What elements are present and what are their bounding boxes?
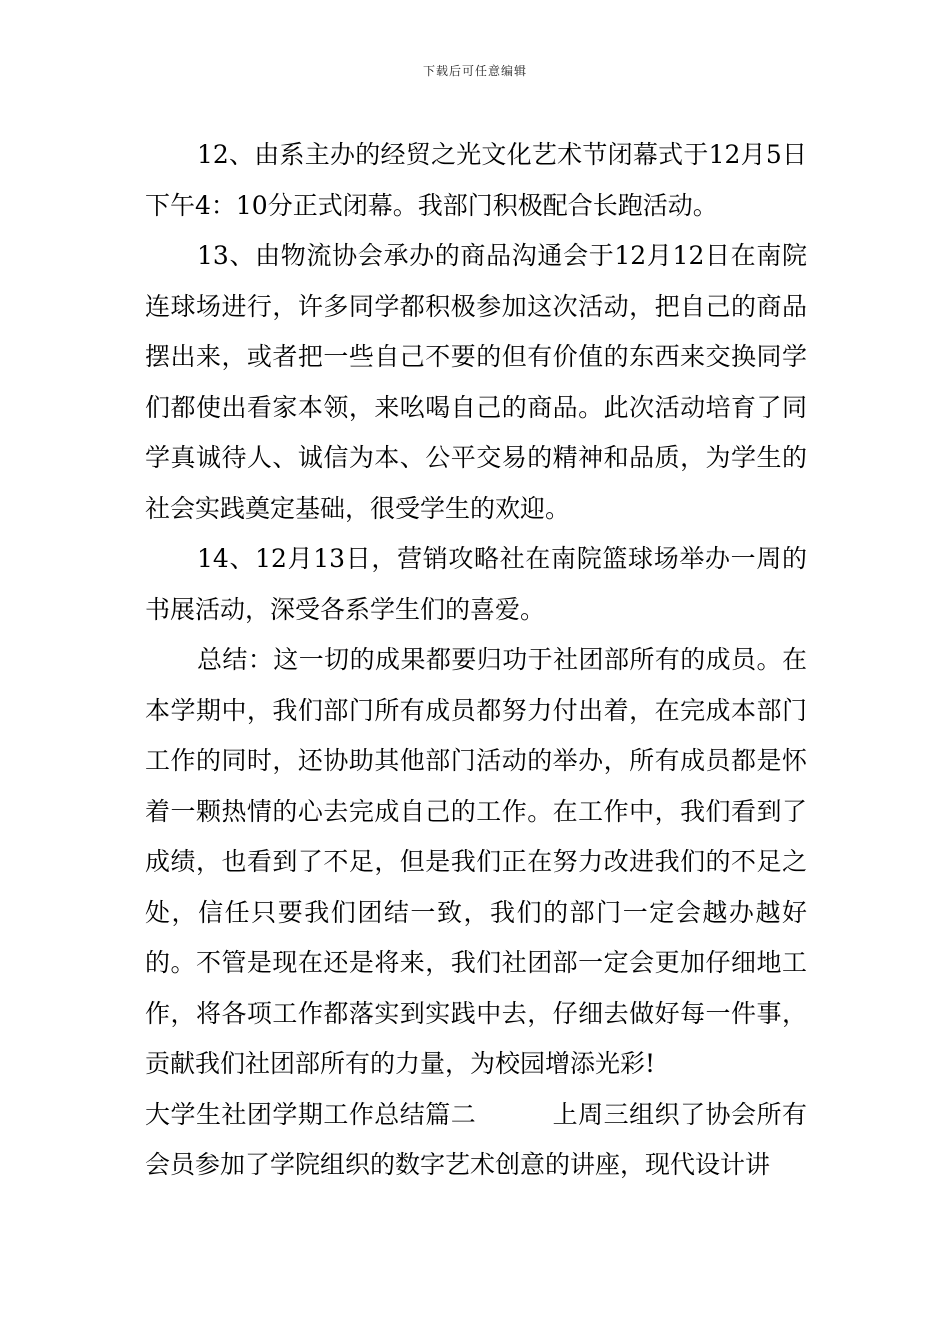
section-two-heading: 大学生社团学期工作总结篇二 (145, 1099, 477, 1129)
paragraph-summary: 总结：这一切的成果都要归功于社团部所有的成员。在本学期中，我们部门所有成员都努力付出着，在完成本部门工作的同时，还协助其他部门活动的举办，所有成员都是怀着一颗热情的心去完成自己的工作。在工作中，我们看到了成绩，也看到了不足，但是我们正在努力改进我们的不足之处，信任只要我们团结一致，我们的部门一定会越办越好的。不管是现在还是将来，我们社团部一定会更加仔细地工作，将各项工作都落实到实践中去，仔细去做好每一件事，贡献我们社团部所有的力量，为校园增添光彩! (145, 645, 807, 1078)
paragraph-item-14: 14、12月13日，营销攻略社在南院篮球场举办一周的书展活动，深受各系学生们的喜爱。 (145, 544, 807, 624)
paragraph-item-12: 12、由系主办的经贸之光文化艺术节闭幕式于12月5日下午4：10分正式闭幕。我部门积极配合长跑活动。 (145, 140, 807, 220)
paragraph-section-two (145, 1090, 807, 1191)
paragraph-item-13: 13、由物流协会承办的商品沟通会于12月12日在南院连球场进行，许多同学都积极参加这次活动，把自己的商品摆出来，或者把一些自己不要的但有价值的东西来交换同学们都使出看家本领，来吆喝自己的商品。此次活动培育了同学真诚待人、诚信为本、公平交易的精神和品质，为学生的社会实践奠定基础，很受学生的欢迎。 (145, 241, 807, 523)
document-body (145, 130, 807, 1191)
section-two-text: 上周三组织了协会所有会员参加了学院组织的数字艺术创意的讲座，现代设计讲 (145, 1099, 807, 1179)
page-header-note: 下载后可任意编辑 (422, 64, 527, 78)
